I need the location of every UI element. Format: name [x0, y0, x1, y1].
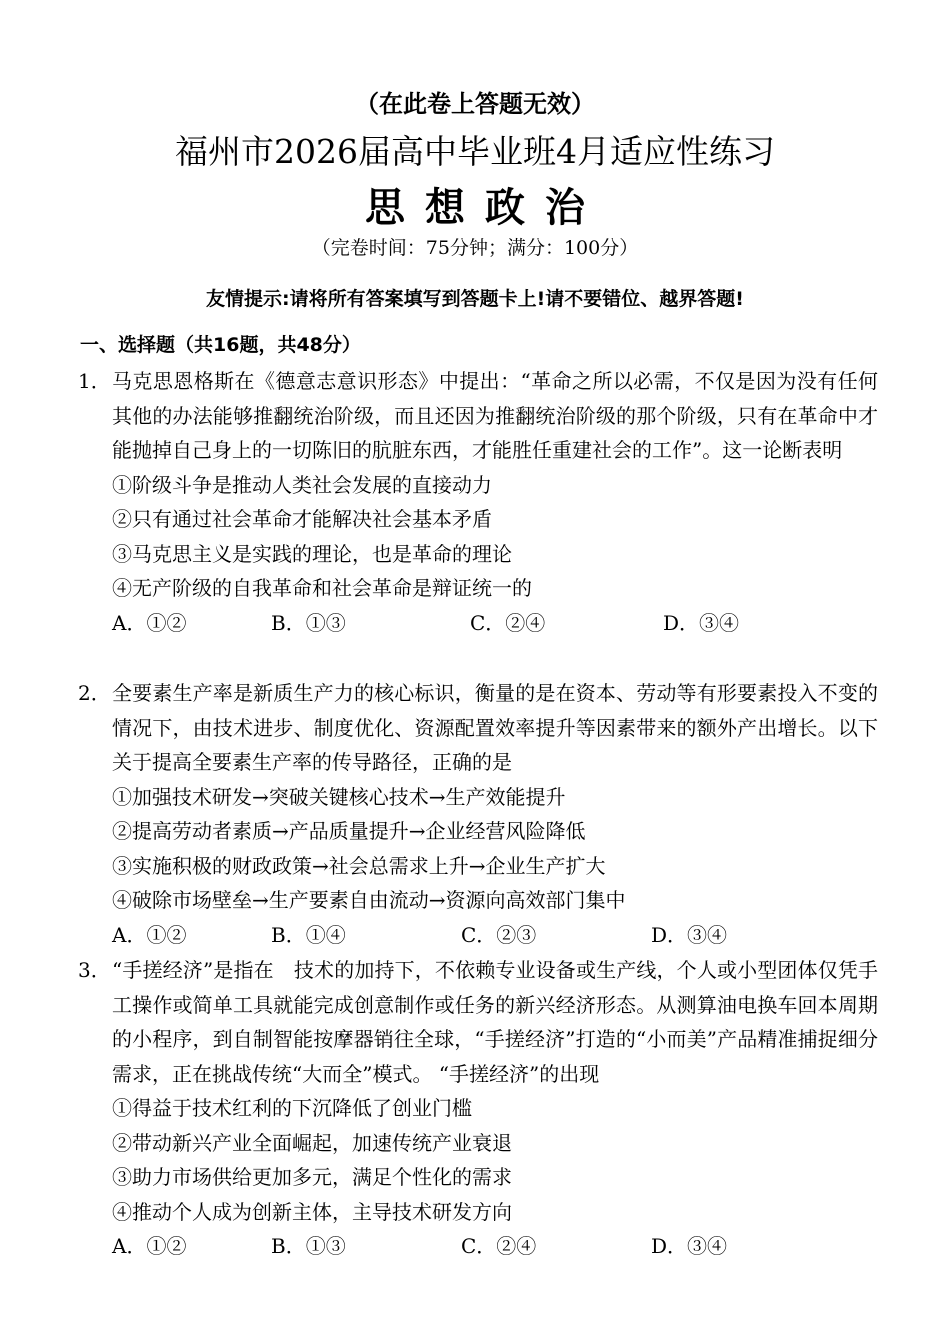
statement-4: ④无产阶级的自我革命和社会革命是辩证统一的 — [112, 576, 532, 600]
question-stem — [78, 953, 878, 1091]
question-number: 1． — [78, 369, 111, 393]
question-number: 3． — [78, 958, 111, 982]
friendly-tip: 友情提示:请将所有答案填写到答题卡上!请不要错位、越界答题! — [206, 288, 744, 310]
question-stem — [78, 364, 878, 468]
choice-c: C．②③ — [461, 922, 537, 947]
time-and-score-info: （完卷时间：75分钟；满分：100分） — [311, 237, 639, 259]
choice-d: D．③④ — [651, 1234, 728, 1258]
answer-choices — [78, 606, 878, 641]
statement-2: ②带动新兴产业全面崛起，加速传统产业衰退 — [112, 1130, 512, 1155]
section-heading: 一、选择题（共16题，共48分） — [80, 334, 361, 356]
statement-3: ③助力市场供给更加多元，满足个性化的需求 — [112, 1165, 512, 1189]
choice-c: C．②④ — [461, 1234, 537, 1258]
statement-1: ①得益于技术红利的下沉降低了创业门槛 — [112, 1096, 472, 1120]
choice-b: B．①③ — [271, 1234, 346, 1258]
question-stem — [78, 676, 878, 780]
choice-a: A．①② — [112, 1234, 187, 1258]
answer-choices — [78, 918, 878, 953]
question-text: 马克思恩格斯在《德意志意识形态》中提出：“革命之所以必需，不仅是因为没有任何其他的办法能够推翻统治阶级，而且还因为推翻统治阶级的那个阶级，只有在革命中才能抛掉自己身上的一切陈旧的肮脏东西，才能胜任重建社会的工作”。这一论断表明 — [112, 369, 878, 462]
question-number: 2． — [78, 681, 111, 705]
choice-a: A．①② — [112, 922, 187, 947]
statement-1: ①阶级斗争是推动人类社会发展的直接动力 — [112, 472, 492, 497]
invalid-answer-notice: （在此卷上答题无效） — [355, 90, 595, 118]
exam-title: 福州市2026届高中毕业班4月适应性练习 — [175, 132, 775, 171]
choice-d: D．③④ — [663, 610, 740, 635]
statement-2: ②提高劳动者素质→产品质量提升→企业经营风险降低 — [112, 819, 586, 843]
statement-3: ③实施积极的财政政策→社会总需求上升→企业生产扩大 — [112, 853, 606, 878]
question-2 — [78, 676, 878, 952]
choice-d: D．③④ — [651, 922, 728, 947]
question-1 — [78, 364, 878, 640]
statement-1: ①加强技术研发→突破关键核心技术→生产效能提升 — [112, 784, 566, 809]
answer-choices — [78, 1229, 878, 1264]
statement-2: ②只有通过社会革命才能解决社会基本矛盾 — [112, 507, 492, 531]
question-3 — [78, 953, 878, 1264]
choice-b: B．①④ — [271, 922, 346, 947]
statement-3: ③马克思主义是实践的理论，也是革命的理论 — [112, 541, 512, 566]
statement-4: ④破除市场壁垒→生产要素自由流动→资源向高效部门集中 — [112, 888, 626, 912]
question-text: 全要素生产率是新质生产力的核心标识，衡量的是在资本、劳动等有形要素投入不变的情况下，由技术进步、制度优化、资源配置效率提升等因素带来的额外产出增长。以下关于提高全要素生产率的传导路径，正确的是 — [112, 681, 878, 774]
question-text: “手搓经济”是指在 技术的加持下，不依赖专业设备或生产线，个人或小型团体仅凭手工操作或简单工具就能完成创意制作或任务的新兴经济形态。从测算油电换车回本周期的小程序，到自制智能按摩器销往全球，“手搓经济”打造的“小而美”产品精准捕捉细分需求，正在挑战传统“大而全”模式。 “手搓经济”的出现 — [112, 958, 878, 1086]
statement-4: ④推动个人成为创新主体，主导技术研发方向 — [112, 1199, 512, 1224]
choice-c: C．②④ — [470, 610, 546, 635]
choice-b: B．①③ — [271, 610, 346, 635]
subject-title: 思想政治 — [365, 184, 605, 231]
choice-a: A．①② — [112, 610, 187, 635]
